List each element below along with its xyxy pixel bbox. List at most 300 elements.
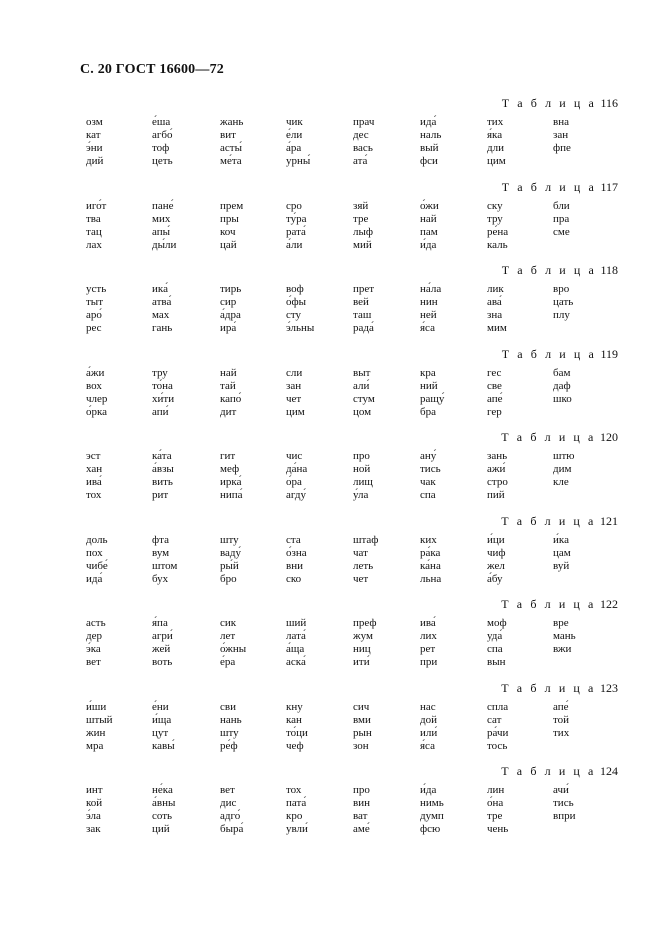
table-column (353, 784, 417, 836)
syllable-cell: пата́ (286, 797, 307, 809)
syllable-cell: плу (553, 309, 570, 321)
table-column (86, 534, 150, 586)
syllable-cell: а́жи (86, 366, 105, 379)
table-column (286, 617, 350, 669)
syllable-cell: вет (220, 784, 235, 796)
syllable-cell: инт (86, 784, 103, 796)
syllable-cell: тось (487, 739, 508, 752)
syllable-cell: штом (152, 559, 178, 572)
table-column (487, 450, 551, 502)
syllable-cell: вум (152, 546, 170, 559)
syllable-cell: коч (220, 225, 236, 238)
syllable-cell: спа (420, 489, 436, 501)
syllable-cell: дий (86, 155, 104, 167)
table-title (501, 764, 618, 779)
syllable-cell: чак (420, 476, 436, 488)
table-column (353, 116, 417, 168)
syllable-cell: дли (487, 142, 504, 154)
syllable-cell: лата́ (286, 630, 306, 642)
syllable-cell: наль (420, 129, 442, 141)
table-column (286, 283, 350, 335)
syllable-cell: бра (420, 405, 436, 418)
table-column (353, 200, 417, 252)
table-column (152, 283, 216, 335)
table-label: Т а б л и ц а (501, 346, 597, 361)
syllable-cell: рата́ (286, 225, 306, 238)
table-column (487, 367, 551, 419)
syllable-cell: дер (86, 630, 102, 642)
syllable-cell: лыф (353, 225, 374, 238)
table-column (286, 534, 350, 586)
syllable-cell: цай (220, 238, 237, 251)
syllable-cell: вни (286, 559, 303, 572)
table-column (420, 701, 484, 753)
syllable-cell: апи́ (152, 405, 169, 418)
syllable-cell: тих (553, 726, 570, 739)
page-header: С. 20 ГОСТ 16600—72 (80, 62, 224, 77)
syllable-cell: агри́ (152, 630, 173, 642)
syllable-cell: вин (353, 797, 370, 809)
table-title (501, 514, 618, 529)
syllable-cell: лин (487, 784, 505, 796)
syllable-cell: агду́ (286, 489, 306, 501)
syllable-cell: шту (220, 726, 239, 739)
syllable-cell: стум (353, 392, 375, 405)
syllable-cell: цим (487, 155, 506, 167)
syllable-cell: вый (420, 142, 439, 154)
table-column (487, 534, 551, 586)
syllable-cell: пра (553, 212, 570, 225)
syllable-cell: лих (420, 630, 437, 642)
syllable-cell: э́льны (286, 322, 315, 334)
syllable-cell: я́са (420, 322, 435, 334)
table-column (86, 617, 150, 669)
syllable-cell: ива́ (86, 476, 102, 488)
syllable-cell: и́ка (553, 533, 569, 546)
syllable-cell: зна (487, 309, 503, 321)
syllable-cell: леть (353, 559, 374, 572)
table-label: Т а б л и ц а (501, 597, 596, 611)
syllable-cell: хан (86, 463, 103, 475)
table-column (152, 450, 216, 502)
syllable-cell: дит (220, 405, 237, 418)
syllable-cell: ращу́ (420, 392, 445, 405)
table-column (220, 701, 284, 753)
syllable-cell: ций (152, 823, 170, 835)
syllable-cell: чеф (286, 739, 304, 752)
table-grid (0, 367, 662, 419)
syllable-cell: али́ (353, 379, 370, 392)
syllable-cell: озм (86, 116, 103, 128)
table-column (86, 116, 150, 168)
syllable-cell: нин (420, 296, 438, 308)
syllable-cell: вна (553, 116, 569, 128)
table-label: Т а б л и ц а (501, 764, 596, 778)
table-title (502, 263, 618, 278)
syllable-cell: адго́ (220, 810, 241, 822)
syllable-cell: каль (487, 238, 508, 251)
syllable-cell: фпе (553, 142, 571, 154)
table-column (86, 283, 150, 335)
syllable-cell: е́ни (152, 700, 169, 713)
table-column (86, 367, 150, 419)
syllable-cell: спла (487, 700, 509, 713)
table-column (553, 367, 617, 406)
syllable-cell: чис (286, 450, 303, 462)
table-column (152, 534, 216, 586)
syllable-cell: све (487, 379, 502, 392)
syllable-cell: дес (353, 129, 369, 141)
syllable-cell: чень (487, 823, 509, 835)
syllable-cell: думп (420, 810, 444, 822)
syllable-cell: сич (353, 700, 370, 713)
syllable-cell: про (353, 450, 370, 462)
syllable-cell: агбо́ (152, 129, 173, 141)
table-column (553, 534, 617, 573)
syllable-cell: я́ка (487, 129, 503, 141)
table-column (353, 367, 417, 419)
syllable-cell: меф (220, 463, 240, 475)
table-grid (0, 534, 662, 586)
syllable-cell: асты́ (220, 142, 242, 154)
syllable-cell: зяй (353, 199, 369, 212)
syllable-cell: асть (86, 617, 106, 629)
syllable-cell: быра́ (220, 823, 244, 835)
table-grid (0, 450, 662, 502)
syllable-cell: тай (220, 379, 236, 392)
syllable-cell: фсю (420, 823, 441, 835)
syllable-cell: аска́ (286, 656, 306, 668)
syllable-cell: тыт (86, 296, 104, 308)
syllable-cell: бро (220, 572, 237, 585)
syllable-cell: тих (487, 116, 504, 128)
syllable-cell: ачи́ (553, 784, 569, 796)
syllable-cell: жей (152, 643, 171, 655)
syllable-cell: ида́ (420, 116, 437, 128)
table-column (553, 200, 617, 239)
syllable-cell: сту (286, 309, 302, 321)
syllable-cell: ану́ (420, 450, 437, 462)
syllable-cell: е́ша (152, 116, 171, 128)
table-column (487, 784, 551, 836)
syllable-cell: ава́ (487, 296, 502, 308)
table-title (501, 430, 618, 445)
syllable-cell: той (553, 713, 570, 726)
table-column (220, 617, 284, 669)
syllable-cell: атва́ (152, 296, 172, 308)
syllable-cell: гес (487, 366, 502, 379)
table-column (220, 450, 284, 502)
syllable-cell: пам (420, 225, 438, 238)
syllable-cell: вет (86, 656, 101, 668)
syllable-cell: шко (553, 392, 572, 405)
syllable-cell: иго́т (86, 199, 107, 212)
table-column (487, 617, 551, 669)
table-column (220, 283, 284, 335)
table-column (420, 283, 484, 335)
syllable-cell: жин (86, 726, 106, 739)
syllable-cell: зань (487, 450, 508, 462)
syllable-cell: ний (420, 379, 438, 392)
table-column (420, 367, 484, 419)
syllable-cell: аме́ (353, 823, 370, 835)
syllable-cell: мра (86, 739, 104, 752)
syllable-cell: ват (353, 810, 368, 822)
syllable-cell: аро́ (86, 309, 102, 321)
syllable-cell: тре (353, 212, 369, 225)
syllable-cell: доль (86, 533, 108, 546)
syllable-cell: нипа́ (220, 489, 243, 501)
syllable-cell: сик (220, 617, 237, 629)
syllable-cell: нас (420, 700, 436, 713)
syllable-cell: о́фы (286, 296, 307, 308)
syllable-cell: ды́ли (152, 238, 177, 251)
syllable-cell: мим (487, 322, 507, 334)
table-number: 119 (600, 346, 618, 361)
table-column (86, 701, 150, 753)
table-column (353, 450, 417, 502)
syllable-cell: о́зна (286, 546, 307, 559)
syllable-cell: тись (553, 797, 574, 809)
table-grid (0, 200, 662, 252)
syllable-cell: е́ра (220, 656, 236, 668)
syllable-cell: таш (353, 309, 372, 321)
table-column (420, 450, 484, 502)
syllable-cell: гер (487, 405, 502, 418)
syllable-cell: усть (86, 283, 107, 295)
table-title (502, 180, 618, 195)
table-number: 121 (600, 513, 618, 528)
table-column (220, 534, 284, 586)
syllable-cell: пане́ (152, 199, 174, 212)
syllable-cell: тру (152, 366, 168, 379)
syllable-cell: е́ли (286, 129, 303, 141)
syllable-cell: ниц (353, 643, 371, 655)
syllable-cell: тирь (220, 283, 242, 295)
syllable-cell: про (353, 784, 370, 796)
table-column (286, 116, 350, 168)
syllable-cell: ких (420, 533, 437, 546)
syllable-cell: апе́ (553, 700, 569, 713)
syllable-cell: ирка́ (220, 476, 242, 488)
table-number: 116 (600, 96, 618, 110)
table-column (152, 701, 216, 753)
syllable-cell: а́ра (286, 142, 302, 154)
syllable-cell: сме (553, 225, 570, 238)
syllable-cell: апы́ (152, 225, 171, 238)
table-label: Т а б л и ц а (501, 179, 597, 194)
syllable-cell: ида́ (86, 572, 103, 585)
syllable-cell: тоф (152, 142, 170, 154)
syllable-cell: вит (220, 129, 236, 141)
table-grid (0, 784, 662, 836)
syllable-cell: спа (487, 643, 503, 655)
syllable-cell: зан (286, 379, 302, 392)
syllable-cell: мий (353, 238, 372, 251)
syllable-cell: или́ (420, 726, 438, 739)
syllable-cell: прем (220, 199, 244, 212)
syllable-cell: кавы́ (152, 739, 175, 752)
syllable-cell: стро (487, 476, 508, 488)
syllable-cell: выт (353, 366, 371, 379)
syllable-cell: ити́ (353, 656, 370, 668)
syllable-cell: рит (152, 489, 169, 501)
syllable-cell: соть (152, 810, 173, 822)
syllable-cell: и́ци (487, 533, 505, 546)
syllable-cell: о́жи (420, 199, 439, 212)
syllable-cell: не́ка (152, 784, 173, 796)
syllable-cell: ка́на (420, 559, 441, 572)
syllable-cell: лик (487, 283, 504, 295)
table-column (220, 200, 284, 252)
table-grid (0, 617, 662, 669)
table-column (553, 701, 617, 740)
syllable-cell: то́ци (286, 726, 308, 739)
syllable-cell: вить (152, 476, 173, 488)
table-column (487, 200, 551, 252)
syllable-cell: и́да (420, 238, 437, 251)
table-column (420, 200, 484, 252)
syllable-cell: да́на (286, 463, 308, 475)
syllable-cell: тру (487, 212, 503, 225)
syllable-cell: гань (152, 322, 173, 334)
syllable-cell: члер (86, 392, 108, 405)
syllable-cell: кой (86, 797, 103, 809)
syllable-cell: тре (487, 810, 503, 822)
syllable-cell: ика́ (152, 283, 168, 295)
syllable-cell: даф (553, 379, 571, 392)
syllable-cell: мань (553, 630, 576, 642)
syllable-cell: рын (353, 726, 372, 739)
syllable-cell: пох (86, 546, 103, 559)
table-column (553, 617, 617, 656)
table-column (286, 784, 350, 836)
table-label: Т а б л и ц а (501, 513, 596, 528)
syllable-cell: чат (353, 546, 368, 559)
syllable-cell: кат (86, 129, 101, 141)
syllable-cell: нань (220, 713, 242, 726)
syllable-cell: преф (353, 617, 377, 629)
table-column (220, 116, 284, 168)
table-column (152, 367, 216, 419)
table-column (420, 617, 484, 669)
syllable-cell: ско (286, 572, 302, 585)
syllable-cell: чет (286, 392, 302, 405)
syllable-cell: воть (152, 656, 173, 668)
table-column (487, 701, 551, 753)
syllable-cell: пий (487, 489, 505, 501)
table-column (286, 450, 350, 502)
syllable-cell: тох (86, 489, 102, 501)
table-grid (0, 116, 662, 168)
syllable-cell: ажи́ (487, 463, 506, 475)
table-column (553, 283, 617, 322)
syllable-cell: мах (152, 309, 170, 321)
syllable-cell: ту́ра (286, 212, 307, 225)
syllable-cell: э́ка (86, 643, 101, 655)
syllable-cell: цеть (152, 155, 173, 167)
table-column (420, 116, 484, 168)
syllable-cell: ску (487, 199, 503, 212)
table-column (553, 450, 617, 489)
syllable-cell: впри (553, 810, 576, 822)
syllable-cell: прач (353, 116, 375, 128)
syllable-cell: э́ла (86, 810, 101, 822)
table-title (502, 96, 618, 111)
syllable-cell: дим (553, 463, 572, 475)
syllable-cell: дой (420, 713, 437, 726)
syllable-cell: рес (86, 322, 102, 334)
table-column (152, 617, 216, 669)
syllable-cell: чет (353, 572, 369, 585)
syllable-cell: апе́ (487, 392, 503, 405)
syllable-cell: жум (353, 630, 373, 642)
syllable-cell: нимь (420, 797, 444, 809)
syllable-cell: цим (286, 405, 305, 418)
syllable-cell: я́са (420, 739, 435, 752)
syllable-cell: воф (286, 283, 304, 295)
syllable-cell: сро (286, 199, 302, 212)
syllable-cell: бли (553, 199, 570, 212)
syllable-cell: ста (286, 533, 301, 546)
syllable-cell: жел (487, 559, 505, 572)
syllable-cell: ней (420, 309, 437, 321)
syllable-cell: жань (220, 116, 244, 128)
syllable-cell: вей (353, 296, 369, 308)
syllable-cell: цом (353, 405, 372, 418)
table-number: 124 (600, 764, 618, 778)
syllable-cell: фси (420, 155, 438, 167)
table-grid (0, 283, 662, 335)
syllable-cell: тва (86, 212, 101, 225)
table-column (553, 784, 617, 823)
table-column (152, 784, 216, 836)
table-column (553, 116, 617, 155)
table-column (152, 200, 216, 252)
table-title (501, 681, 618, 696)
syllable-cell: о́рка (86, 405, 108, 418)
syllable-cell: ка́та (152, 450, 172, 462)
syllable-cell: штаф (353, 533, 379, 546)
table-title (501, 597, 618, 612)
syllable-cell: и́ши (86, 700, 107, 713)
syllable-cell: пры (220, 212, 239, 225)
table-column (487, 116, 551, 168)
syllable-cell: чиф (487, 546, 506, 559)
syllable-cell: прет (353, 283, 375, 295)
table-number: 117 (600, 179, 618, 194)
table-grid (0, 701, 662, 753)
syllable-cell: хи́ти (152, 392, 175, 405)
syllable-cell: рада́ (353, 322, 374, 334)
syllable-cell: цать (553, 296, 574, 308)
syllable-cell: ной (353, 463, 371, 475)
syllable-cell: я́па (152, 617, 168, 629)
syllable-cell: бам (553, 366, 571, 379)
syllable-cell: сир (220, 296, 237, 308)
syllable-cell: капо́ (220, 392, 242, 405)
table-number: 120 (600, 430, 618, 444)
syllable-cell: тись (420, 463, 441, 475)
syllable-cell: гит (220, 450, 236, 462)
table-number: 118 (600, 263, 618, 277)
syllable-cell: ра́чи (487, 726, 509, 739)
table-column (86, 200, 150, 252)
syllable-cell: и́да (420, 784, 437, 796)
table-column (220, 784, 284, 836)
syllable-cell: рет (420, 643, 436, 655)
syllable-cell: ваду́ (220, 546, 242, 559)
